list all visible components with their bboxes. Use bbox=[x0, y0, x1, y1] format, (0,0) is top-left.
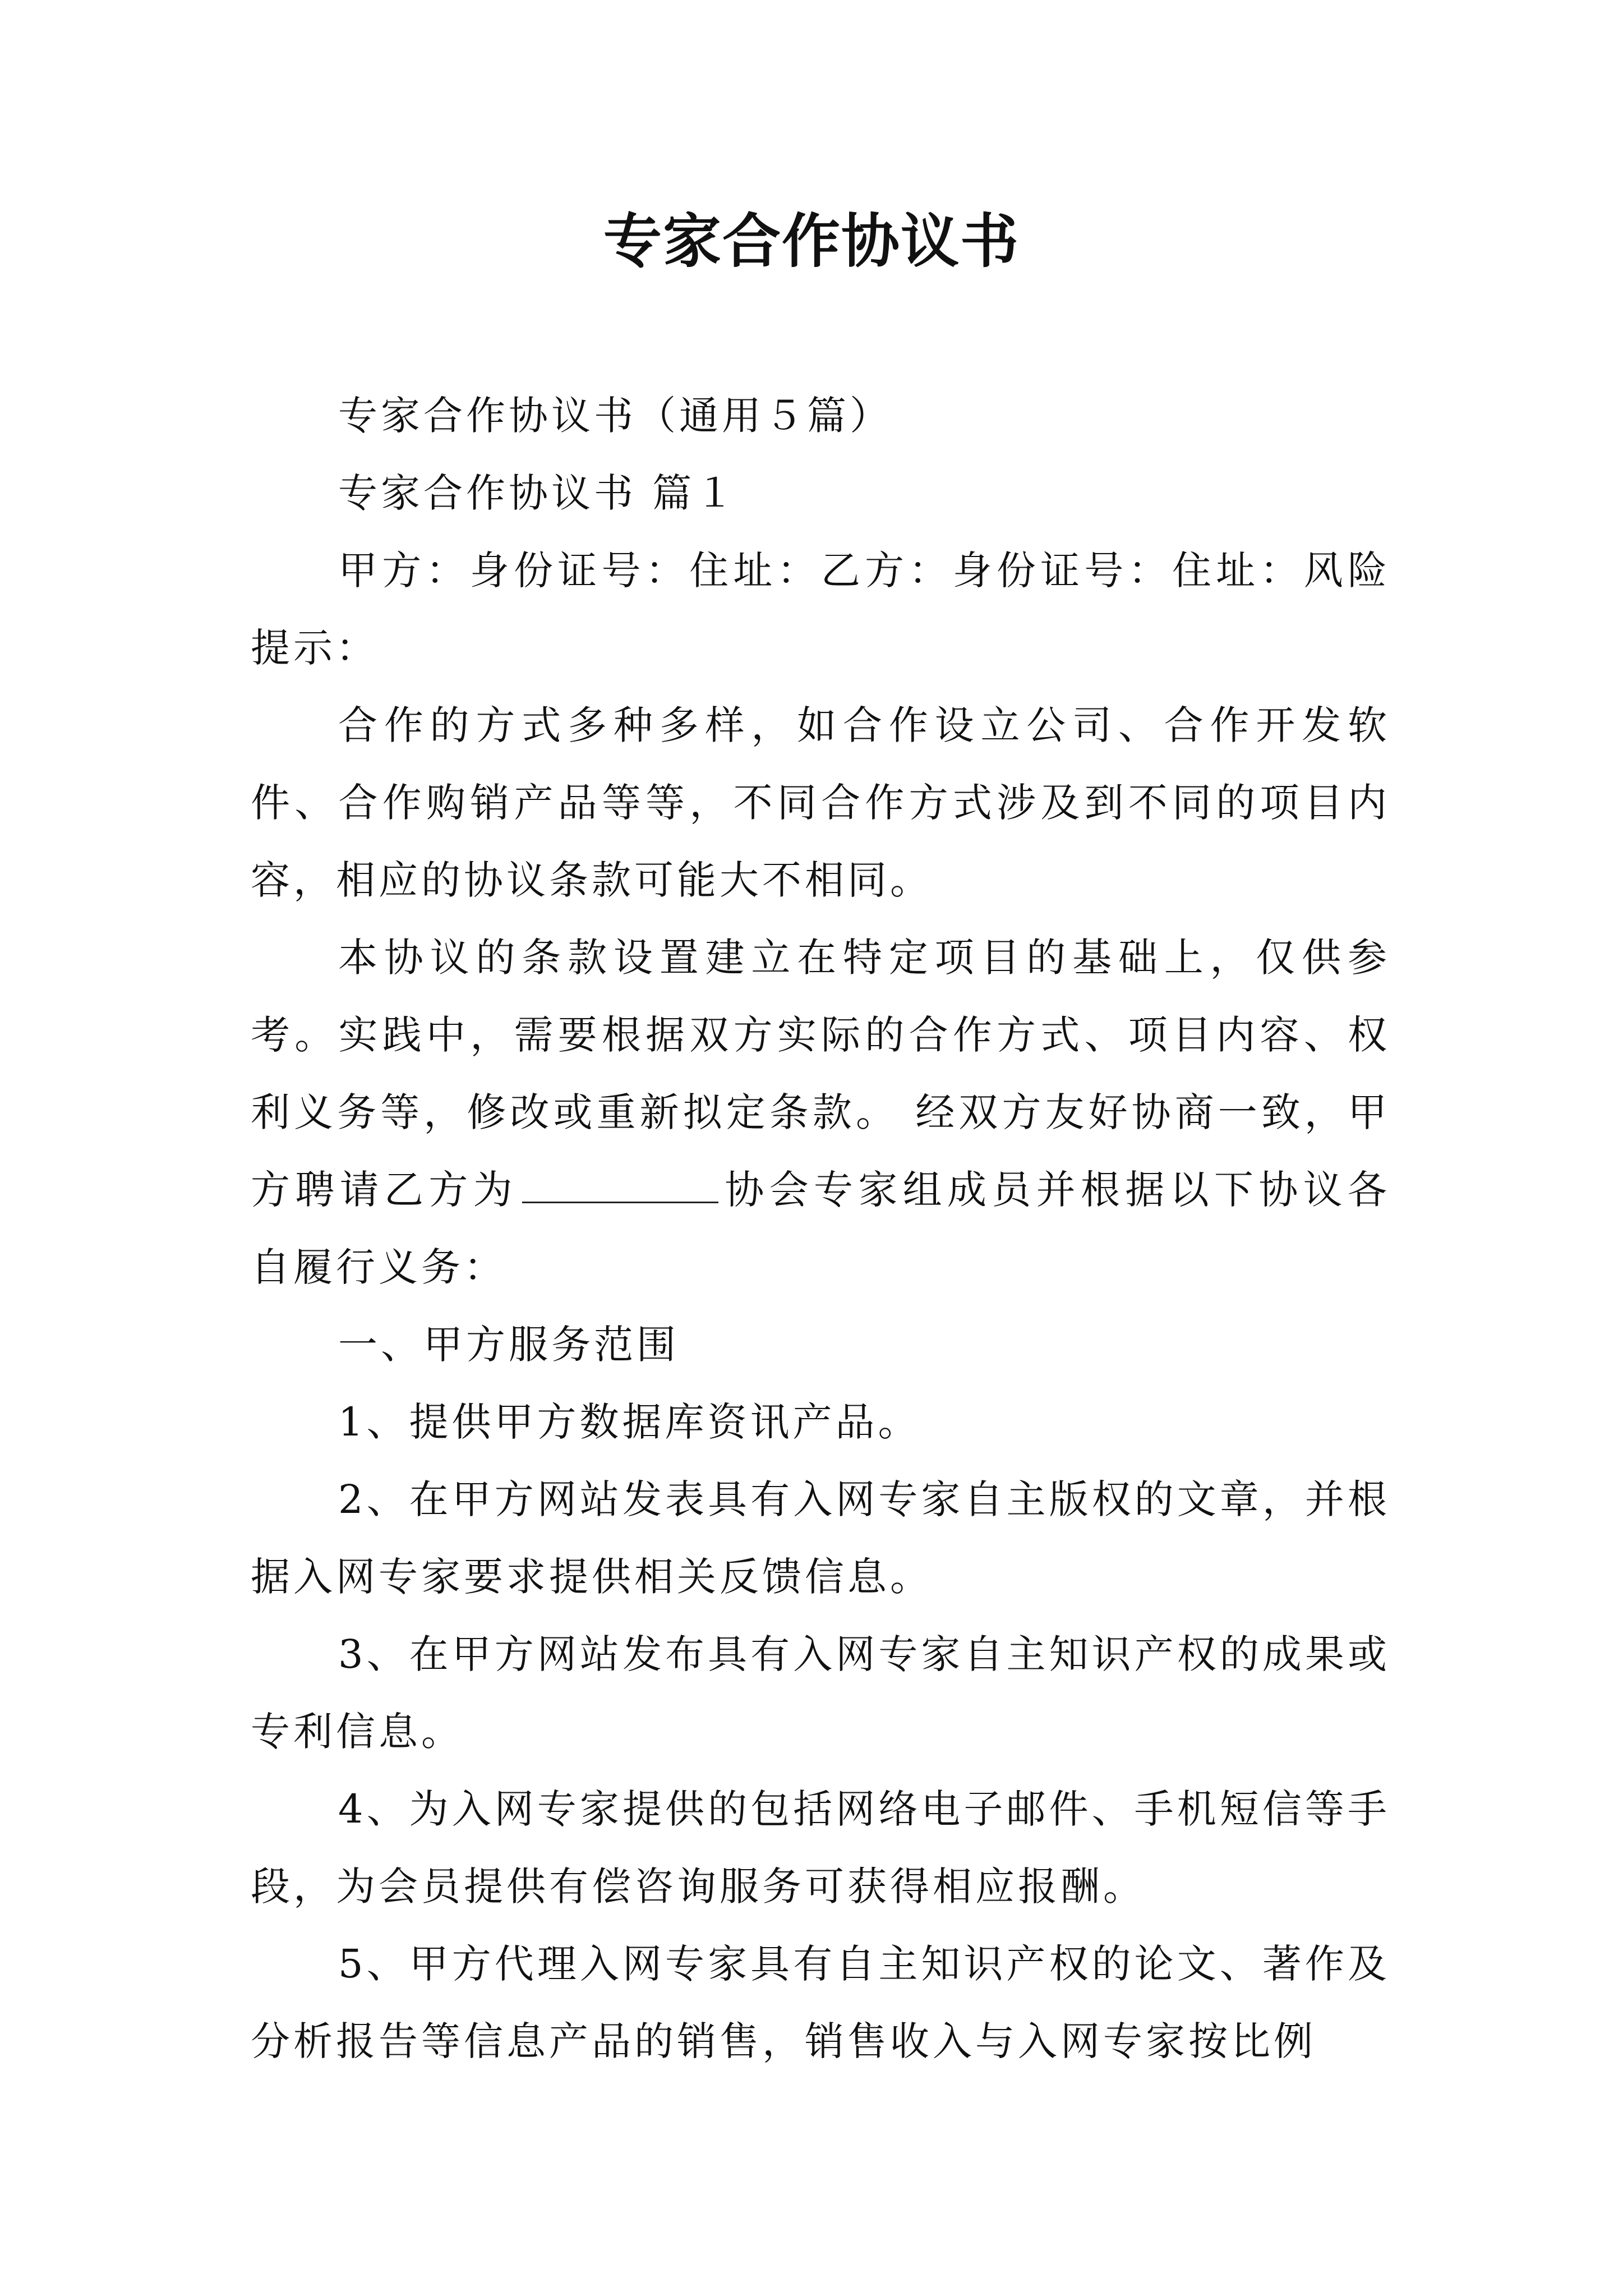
paragraph-item-2: 2、在甲方网站发表具有入网专家自主版权的文章，并根据入网专家要求提供相关反馈信息。 bbox=[251, 1476, 1390, 1600]
document-body bbox=[251, 377, 1390, 2080]
paragraph-section-heading: 专家合作协议书 篇１ bbox=[338, 470, 738, 516]
fill-in-blank bbox=[522, 1157, 718, 1203]
paragraph-subtitle: 专家合作协议书（通用５篇） bbox=[338, 393, 892, 439]
paragraph-service-scope-heading: 一、甲方服务范围 bbox=[338, 1322, 679, 1368]
paragraph-agreement-basis bbox=[251, 919, 1390, 1306]
paragraph-item-1: 1、提供甲方数据库资讯产品。 bbox=[338, 1399, 921, 1445]
paragraph-item-5: 5、甲方代理入网专家具有自主知识产权的论文、著作及分析报告等信息产品的销售，销售收入与入网专家按比例 bbox=[251, 1941, 1390, 2064]
paragraph-parties: 甲方：身份证号：住址：乙方：身份证号：住址：风险提示： bbox=[251, 547, 1390, 671]
paragraph-risk-note: 合作的方式多种多样，如合作设立公司、合作开发软件、合作购销产品等等，不同合作方式涉及到不同的项目内容，相应的协议条款可能大不相同。 bbox=[251, 702, 1390, 903]
paragraph-item-3: 3、在甲方网站发布具有入网专家自主知识产权的成果或专利信息。 bbox=[251, 1631, 1390, 1755]
paragraph-agreement-text-after: 协会专家组成员并根据以下协议各自履行义务： bbox=[251, 1167, 1390, 1290]
paragraph-agreement-text-before: 本协议的条款设置建立在特定项目的基础上，仅供参考。实践中，需要根据双方实际的合作方式、项目内容、权利义务等，修改或重新拟定条款。 经双方友好协商一致，甲方聘请乙方为 bbox=[251, 935, 1390, 1213]
paragraph-item-4: 4、为入网专家提供的包括网络电子邮件、手机短信等手段，为会员提供有偿咨询服务可获得相应报酬。 bbox=[251, 1786, 1390, 1910]
document-title: 专家合作协议书 bbox=[603, 206, 1020, 275]
